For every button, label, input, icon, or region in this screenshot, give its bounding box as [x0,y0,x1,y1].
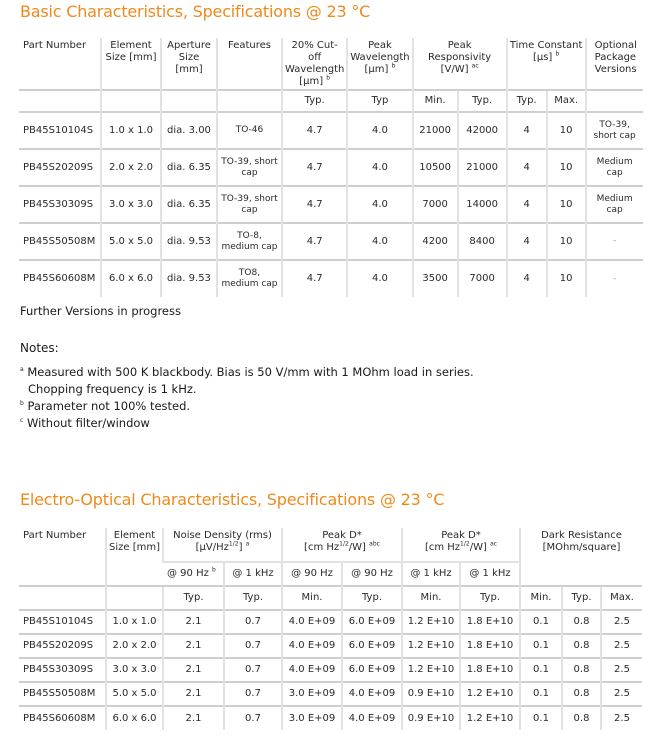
note-text: Parameter not 100% tested. [27,399,191,413]
freq-d1-min: @ 90 Hz [282,562,342,586]
cell-part: PB45S50508M [19,682,106,706]
cell-tc-typ: 4 [507,186,547,223]
cell-resp-typ: 8400 [458,223,507,260]
footnote-mark: b [555,50,560,58]
footnote-mark: ac [490,540,498,548]
cell-aperture: dia. 6.35 [161,149,217,186]
cell-dr-min: 0.1 [520,682,562,706]
subheader-resp-typ: Typ. [458,90,507,112]
header-cutoff-label: 20% Cut-off Wavelength [µm] [285,40,345,87]
header-d2-label: Peak D* [441,530,481,541]
cell-optional: TO-39, short cap [586,112,643,149]
cell-aperture: dia. 9.53 [161,223,217,260]
cell-resp-typ: 7000 [458,260,507,297]
cell-tc-typ: 4 [507,149,547,186]
table-row [19,634,642,658]
cell-features: TO-46 [217,112,282,149]
cell-peak-wl: 4.0 [347,112,412,149]
cell-dr-min: 0.1 [520,706,562,730]
cell-d1-min: 3.0 E+09 [282,706,342,730]
subheader-empty [161,90,217,112]
subheader-resp-min: Min. [413,90,458,112]
cell-d2-typ: 1.2 E+10 [460,682,520,706]
header-peak-wl-label: Peak Wavelength [µm] [350,40,410,75]
cell-d2-typ: 1.8 E+10 [460,634,520,658]
cell-tc-typ: 4 [507,223,547,260]
subheader-tc-max: Max. [547,90,586,112]
freq-d2-min: @ 1 kHz [402,562,460,586]
cell-d1-min: 3.0 E+09 [282,682,342,706]
header-noise-density [163,528,282,562]
header-d1-label: Peak D* [322,530,362,541]
freq-d1-typ: @ 90 Hz [342,562,402,586]
cell-dr-max: 2.5 [601,682,642,706]
note-item [20,364,474,381]
cell-element: 5.0 x 5.0 [101,223,161,260]
footnote-mark: b [391,62,396,70]
cell-tc-max: 10 [547,260,586,297]
cell-element: 2.0 x 2.0 [106,634,163,658]
cell-dr-typ: 0.8 [562,682,601,706]
header-part-number: Part Number [23,40,87,51]
cell-dr-max: 2.5 [601,658,642,682]
cell-noise-90: 2.1 [163,658,224,682]
subheader-cutoff-typ: Typ. [282,90,347,112]
cell-d1-typ: 4.0 E+09 [342,682,402,706]
cell-optional: Medium cap [586,149,643,186]
cell-dr-max: 2.5 [601,610,642,634]
cell-peak-wl: 4.0 [347,260,412,297]
note-text: Without filter/window [26,416,150,430]
subheader-d2-min: Min. [402,586,460,610]
cell-part: PB45S20209S [19,634,106,658]
cell-aperture: dia. 3.00 [161,112,217,149]
cell-aperture: dia. 6.35 [161,186,217,223]
header-features: Features [217,38,282,90]
cell-d1-typ: 6.0 E+09 [342,658,402,682]
subheader-empty [19,90,101,112]
unit-exponent: 1/2 [460,540,470,548]
table-row [19,658,642,682]
footnote-mark: b [212,566,216,574]
cell-d1-typ: 6.0 E+09 [342,610,402,634]
header-noise-label: Noise Density (rms) [173,530,272,541]
cell-element: 2.0 x 2.0 [101,149,161,186]
subheader-dr-max: Max. [601,586,642,610]
cell-tc-typ: 4 [507,260,547,297]
cell-peak-wl: 4.0 [347,186,412,223]
cell-dr-typ: 0.8 [562,634,601,658]
subheader-empty [217,90,282,112]
notes-title: Notes: [20,341,59,355]
unit-text: /W] [348,542,366,553]
cell-cutoff: 4.7 [282,112,347,149]
cell-cutoff: 4.7 [282,186,347,223]
cell-features: TO-8, medium cap [217,223,282,260]
table-row [19,260,643,297]
cell-dr-max: 2.5 [601,706,642,730]
header-tc-label: Time Constant [µs] [509,40,583,63]
cell-part: PB45S30309S [19,186,101,223]
header-optional-package: Optional Package Versions [586,38,643,90]
unit-text: [µV/Hz [195,542,229,553]
cell-d2-min: 0.9 E+10 [402,706,460,730]
cell-dr-min: 0.1 [520,634,562,658]
cell-element: 3.0 x 3.0 [106,658,163,682]
cell-tc-max: 10 [547,186,586,223]
table-row [19,223,643,260]
cell-noise-1k: 0.7 [224,682,282,706]
cell-element: 6.0 x 6.0 [101,260,161,297]
cell-element: 1.0 x 1.0 [101,112,161,149]
header-d2-unit [405,542,517,554]
freq-label: @ 90 Hz [167,568,209,579]
cell-dr-typ: 0.8 [562,610,601,634]
unit-exponent: 1/2 [228,540,239,548]
cell-noise-90: 2.1 [163,706,224,730]
cell-element: 1.0 x 1.0 [106,610,163,634]
cell-resp-min: 4200 [413,223,458,260]
cell-d2-min: 1.2 E+10 [402,610,460,634]
cell-d1-typ: 4.0 E+09 [342,706,402,730]
cell-optional: - [586,260,643,297]
freq-d2-typ: @ 1 kHz [460,562,520,586]
footnote-mark: a [20,366,24,374]
cell-peak-wl: 4.0 [347,149,412,186]
cell-dr-max: 2.5 [601,634,642,658]
cell-peak-wl: 4.0 [347,223,412,260]
footnote-mark: b [326,74,331,82]
cell-d2-typ: 1.2 E+10 [460,706,520,730]
cell-d1-min: 4.0 E+09 [282,658,342,682]
subheader-tc-typ: Typ. [507,90,547,112]
cell-part: PB45S50508M [19,223,101,260]
cell-features: TO-39, short cap [217,186,282,223]
table-row [19,610,642,634]
cell-d2-typ: 1.8 E+10 [460,658,520,682]
cell-dr-typ: 0.8 [562,658,601,682]
further-versions-text: Further Versions in progress [20,304,181,318]
cell-noise-1k: 0.7 [224,658,282,682]
cell-cutoff: 4.7 [282,223,347,260]
cell-noise-90: 2.1 [163,610,224,634]
note-text: Measured with 500 K blackbody. Bias is 50 V/mm with 1 MOhm load in series. [27,365,474,379]
table-row [19,186,643,223]
cell-noise-90: 2.1 [163,682,224,706]
cell-noise-90: 2.1 [163,634,224,658]
header-element-size: Element Size [mm] [106,528,163,586]
cell-d1-typ: 6.0 E+09 [342,634,402,658]
unit-text: [cm Hz [424,542,461,553]
cell-noise-1k: 0.7 [224,610,282,634]
cell-noise-1k: 0.7 [224,634,282,658]
header-cutoff-wavelength [282,38,347,90]
table-row [19,682,642,706]
basic-characteristics-table [19,38,643,297]
subheader-dr-min: Min. [520,586,562,610]
cell-part: PB45S10104S [19,610,106,634]
header-noise-unit [166,542,279,554]
cell-part: PB45S10104S [19,112,101,149]
footnote-mark: ac [471,62,479,70]
note-item [20,415,474,432]
cell-cutoff: 4.7 [282,149,347,186]
cell-features: TO8, medium cap [217,260,282,297]
cell-tc-max: 10 [547,149,586,186]
footnote-mark: b [20,400,24,408]
subheader-d2-typ: Typ. [460,586,520,610]
cell-resp-typ: 21000 [458,149,507,186]
header-peak-wavelength [347,38,412,90]
cell-d2-min: 0.9 E+10 [402,682,460,706]
cell-element: 6.0 x 6.0 [106,706,163,730]
header-responsivity-label: Peak Responsivity [V/W] [428,40,492,75]
unit-exponent: 1/2 [339,540,349,548]
table-row [19,149,643,186]
cell-tc-max: 10 [547,112,586,149]
cell-d2-min: 1.2 E+10 [402,634,460,658]
header-time-constant [507,38,586,90]
header-part-number: Part Number [23,530,87,541]
cell-resp-min: 10500 [413,149,458,186]
electro-section-title: Electro-Optical Characteristics, Specifications @ 23 °C [20,490,445,509]
cell-cutoff: 4.7 [282,260,347,297]
subheader-empty [106,586,163,610]
table-row [19,706,642,730]
cell-optional: Medium cap [586,186,643,223]
header-peak-d-90 [282,528,402,562]
footnote-mark: a [245,540,250,548]
subheader-peak-wl-typ: Typ [347,90,412,112]
cell-features: TO-39, short cap [217,149,282,186]
cell-tc-max: 10 [547,223,586,260]
cell-resp-typ: 42000 [458,112,507,149]
header-peak-d-1k [402,528,520,562]
subheader-empty [19,586,106,610]
subheader-d1-typ: Typ. [342,586,402,610]
header-d1-unit [285,542,399,554]
subheader-d1-min: Min. [282,586,342,610]
cell-element: 3.0 x 3.0 [101,186,161,223]
header-element-size: Element Size [mm] [101,38,161,90]
cell-noise-1k: 0.7 [224,706,282,730]
cell-part: PB45S30309S [19,658,106,682]
basic-section-title: Basic Characteristics, Specifications @ 23 °C [20,2,371,21]
cell-part: PB45S60608M [19,260,101,297]
cell-optional: - [586,223,643,260]
unit-text: [cm Hz [304,542,340,553]
cell-resp-typ: 14000 [458,186,507,223]
unit-text: ] [238,542,243,553]
note-item [20,398,474,415]
subheader-empty [586,90,643,112]
note-continuation: Chopping frequency is 1 kHz. [28,382,197,396]
footnote-mark: c [20,417,24,425]
notes-list [20,364,474,432]
cell-aperture: dia. 9.53 [161,260,217,297]
cell-part: PB45S60608M [19,706,106,730]
cell-d2-typ: 1.8 E+10 [460,610,520,634]
cell-d1-min: 4.0 E+09 [282,610,342,634]
cell-resp-min: 21000 [413,112,458,149]
header-aperture-size: Aperture Size [mm] [161,38,217,90]
freq-noise-90 [163,562,224,586]
freq-noise-1k: @ 1 kHz [224,562,282,586]
subheader-dr-typ: Typ. [562,586,601,610]
cell-dr-typ: 0.8 [562,706,601,730]
subheader-noise-90-typ: Typ. [163,586,224,610]
subheader-empty [101,90,161,112]
header-dark-resistance: Dark Resistance [MOhm/square] [520,528,642,586]
cell-element: 5.0 x 5.0 [106,682,163,706]
cell-dr-min: 0.1 [520,610,562,634]
cell-tc-typ: 4 [507,112,547,149]
cell-d2-min: 1.2 E+10 [402,658,460,682]
table-row [19,112,643,149]
unit-text: /W] [469,542,487,553]
electro-optical-table [19,528,642,730]
cell-d1-min: 4.0 E+09 [282,634,342,658]
cell-resp-min: 3500 [413,260,458,297]
cell-resp-min: 7000 [413,186,458,223]
cell-part: PB45S20209S [19,149,101,186]
header-peak-responsivity [413,38,507,90]
cell-dr-min: 0.1 [520,658,562,682]
footnote-mark: abc [369,540,380,548]
subheader-noise-1k-typ: Typ. [224,586,282,610]
